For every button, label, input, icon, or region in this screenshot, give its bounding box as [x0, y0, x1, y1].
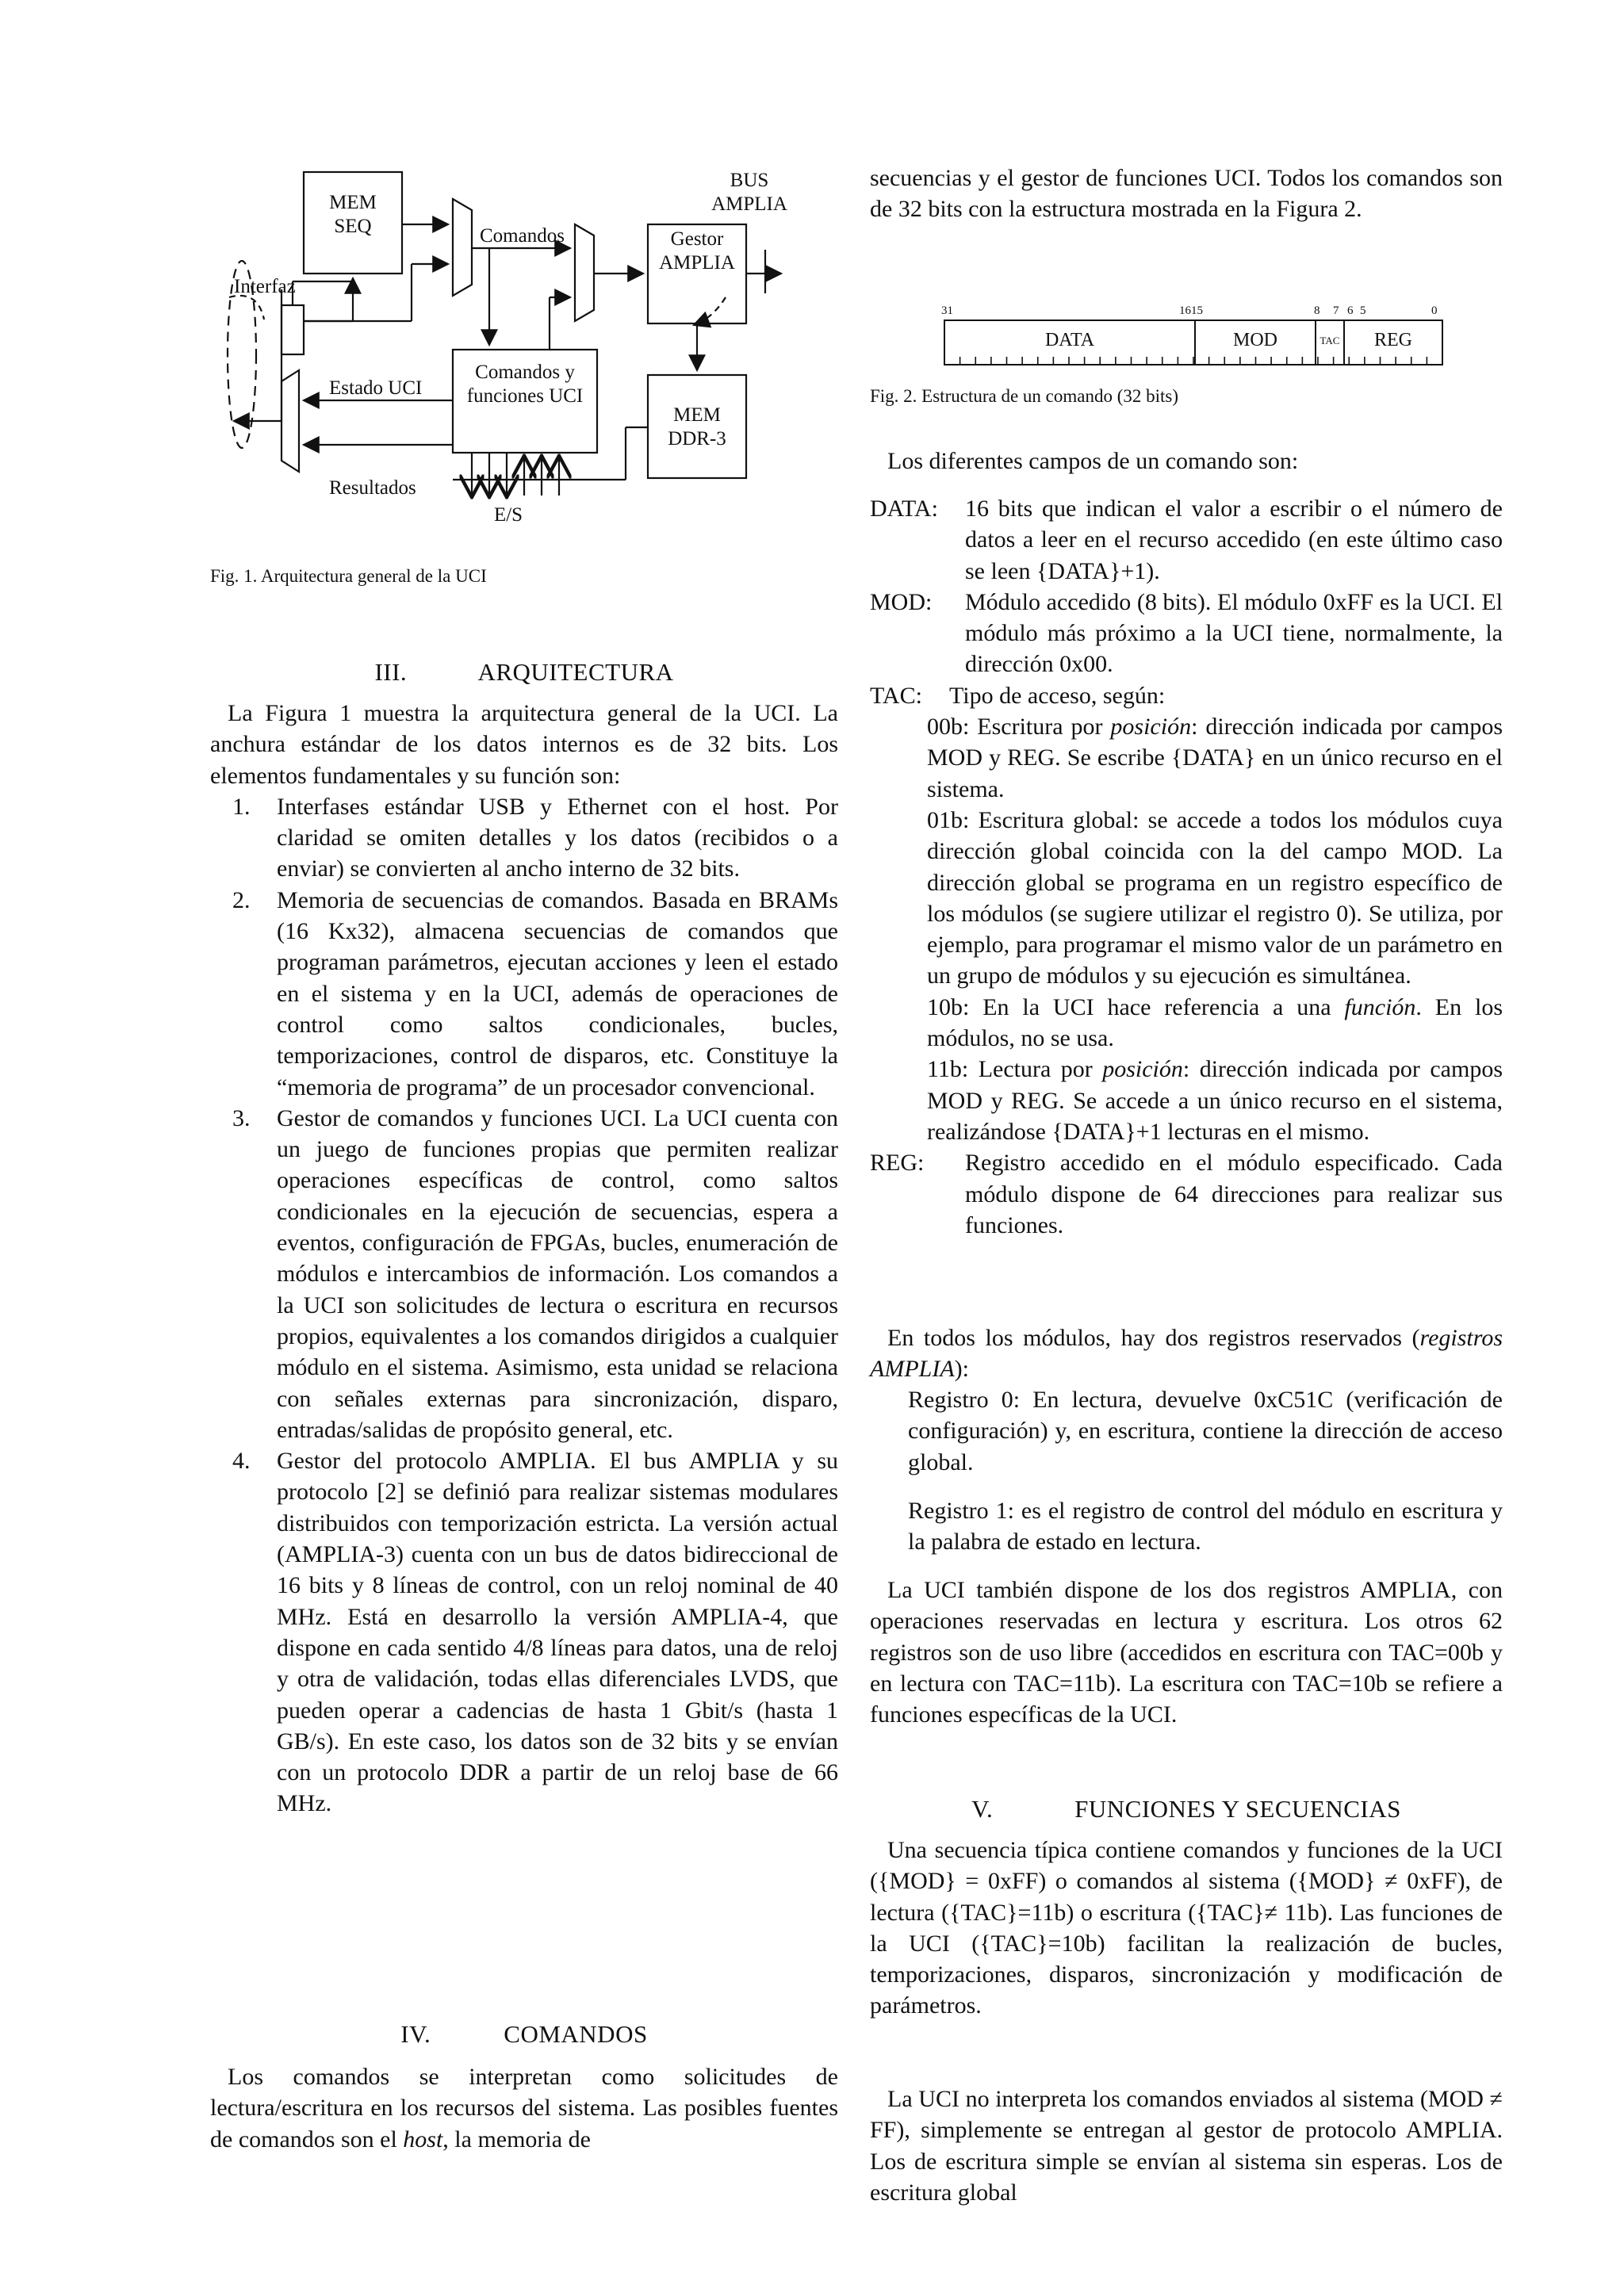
section-3-intro: La Figura 1 muestra la arquitectura general de la UCI. La anchura estándar de los datos internos es de 32 bits. Los elementos fundamentales y su función son:	[210, 700, 838, 789]
gestor-label-1: Gestor	[670, 228, 724, 250]
section-5-paragraph-2: La UCI no interpreta los comandos enviados al sistema (MOD ≠ FF), simplemente se entregan al gestor de protocolo AMPLIA. Los de escritura simple se envían al sistema sin esperas. Los de escritura global	[870, 2086, 1503, 2206]
svg-text:8: 8	[1314, 304, 1320, 317]
cyf-label-2: funciones UCI	[466, 385, 584, 407]
interfaz-box	[282, 305, 304, 354]
field-reg: REG	[1374, 330, 1412, 350]
list-item: 2. Memoria de secuencias de comandos. Basada en BRAMs (16 Kx32), almacena secuencias de comandos que programan parámetros, ejecutan acciones y leen el estado en el sistema y en la UCI, además de operaciones de control como saltos condicionales, bucles, temporizaciones, control de disparos, etc. Constituye la “memoria de programa” de un procesador convencional.	[232, 886, 838, 1100]
list-item: 3. Gestor de comandos y funciones UCI. La UCI cuenta con un juego de funciones propias que permiten realizar operaciones específicas de control, como saltos condicionales en la ejecución de secuencias, espera a eventos, configuración de FPGAs, bucles, enumeración de módulos e intercambios de información. Los comandos a la UCI son solicitudes de lectura o escritura en recursos propios, equivalentes a los comandos dirigidos a cualquier módulo en el sistema. Asimismo, esta unidad se relaciona con señales externas para sincronización, disparo, entradas/salidas de propósito general, etc.	[232, 1104, 838, 1443]
section-4-heading: IV. COMANDOS	[400, 2020, 648, 2048]
svg-text:5: 5	[1360, 304, 1366, 317]
section-4-paragraph: Los comandos se interpretan como solicitudes de lectura/escritura en los recursos del sistema. Las posibles fuentes de comandos son el host, la memoria de	[210, 2064, 838, 2152]
def-data: DATA: 16 bits que indican el valor a escribir o el número de datos a leer en el recurso accedido (en este último caso se leen {DATA}+1).	[870, 496, 1503, 584]
figure-2-caption: Fig. 2. Estructura de un comando (32 bits)	[870, 386, 1179, 406]
def-reg: REG: Registro accedido en el módulo especificado. Cada módulo dispone de 64 direcciones para realizar sus funciones.	[870, 1150, 1503, 1238]
section-3-body	[210, 698, 838, 1820]
reserved-paragraph: La UCI también dispone de los dos registros AMPLIA, con operaciones reservadas en lectura y escritura. Los otros 62 registros son de uso libre (accedidos en escritura con TAC=00b y en lectura con TAC=11b). La escritura con TAC=10b se refiere a funciones específicas de la UCI.	[870, 1577, 1503, 1728]
figure-2-diagram	[941, 300, 1449, 379]
svg-text:31: 31	[941, 304, 953, 317]
figure-1-diagram	[210, 163, 813, 535]
def-tac-00: 00b: Escritura por posición: dirección indicada por campos MOD y REG. Se escribe {DATA} en un único recurso en el sistema.	[927, 714, 1503, 802]
figure-1-caption: Fig. 1. Arquitectura general de la UCI	[210, 566, 487, 586]
def-tac-01: 01b: Escritura global: se accede a todos los módulos cuya dirección global coincida con la del campo MOD. La dirección global se programa en un registro específico de los módulos (se sugiere utilizar el registro 0). Se utiliza, por ejemplo, para programar el mismo valor de un parámetro en un grupo de módulos y su ejecución es simultánea.	[927, 806, 1503, 989]
comandos-label: Comandos	[480, 225, 565, 247]
svg-text:7: 7	[1333, 304, 1339, 317]
gestor-label-2: AMPLIA	[659, 252, 735, 274]
register-0: Registro 0: En lectura, devuelve 0xC51C (verificación de configuración) y, en escritura, contiene la dirección de acceso global.	[908, 1387, 1503, 1475]
mux-left	[282, 370, 299, 472]
mem-seq-label-1: MEM	[329, 192, 377, 213]
section-5-heading: V. FUNCIONES Y SECUENCIAS	[971, 1795, 1401, 1823]
bus-label-2: AMPLIA	[711, 193, 787, 215]
def-mod: MOD: Módulo accedido (8 bits). El módulo 0xFF es la UCI. El módulo más próximo a la UCI tiene, normalmente, la dirección 0x00.	[870, 588, 1503, 678]
svg-text:1615: 1615	[1179, 304, 1203, 317]
svg-text:0: 0	[1431, 304, 1438, 317]
field-mod: MOD	[1232, 330, 1278, 350]
section-4-continuation: secuencias y el gestor de funciones UCI. Todos los comandos son de 32 bits con la estructura mostrada en la Figura 2.	[870, 165, 1503, 223]
estado-label: Estado UCI	[329, 377, 423, 399]
fields-intro: Los diferentes campos de un comando son:	[887, 448, 1299, 474]
list-item: 1. Interfases estándar USB y Ethernet con el host. Por claridad se omiten detalles y los datos (recibidos o a enviar) se convierten al ancho interno de 32 bits.	[232, 793, 838, 882]
register-1: Registro 1: es el registro de control del módulo en escritura y la palabra de estado en lectura.	[908, 1498, 1503, 1556]
field-tac: TAC	[1320, 335, 1340, 346]
mem-ddr-label-2: DDR-3	[668, 428, 726, 450]
field-definitions	[870, 493, 1503, 1241]
mem-seq-label-2: SEQ	[334, 216, 372, 237]
mem-ddr-label-1: MEM	[673, 404, 721, 426]
cyf-label-1: Comandos y	[475, 362, 575, 383]
mux-2	[575, 224, 594, 321]
architecture-list	[210, 791, 838, 1820]
es-label: E/S	[493, 504, 523, 526]
reserved-intro: En todos los módulos, hay dos registros reservados (registros AMPLIA):	[870, 1325, 1503, 1383]
svg-text:6: 6	[1347, 304, 1354, 317]
interfaz-label: Interfaz	[234, 276, 296, 297]
bus-label-1: BUS	[730, 170, 769, 191]
def-tac-10: 10b: En la UCI hace referencia a una función. En los módulos, no se usa.	[927, 993, 1503, 1052]
def-tac-11: 11b: Lectura por posición: dirección indicada por campos MOD y REG. Se accede a un único recurso en el sistema, realizándose {DATA}+1 lecturas en el mismo.	[927, 1056, 1503, 1145]
section-5-paragraph-1: Una secuencia típica contiene comandos y funciones de la UCI ({MOD} = 0xFF) o comandos al sistema ({MOD} ≠ 0xFF), de lectura ({TAC}=11b) o escritura ({TAC}≠ 11b). Las funciones de la UCI ({TAC}=10b) facilitan la realización de bucles, temporizaciones, disparos, sincronización y modificación de parámetros.	[870, 1837, 1503, 2019]
mux-1	[453, 199, 472, 296]
def-tac: TAC: Tipo de acceso, según:	[870, 682, 1166, 709]
field-data: DATA	[1044, 330, 1095, 350]
resultados-label: Resultados	[329, 477, 416, 499]
mem-ddr3-box	[648, 375, 746, 478]
section-3-heading: III. ARQUITECTURA	[374, 658, 674, 686]
list-item: 4. Gestor del protocolo AMPLIA. El bus AMPLIA y su protocolo [2] se definió para realizar sistemas modulares distribuidos con temporización estricta. La versión actual (AMPLIA-3) cuenta con un bus de datos bidireccional de 16 bits y 8 líneas de control, con un reloj nominal de 40 MHz. Está en desarrollo la versión AMPLIA-4, que dispone en cada sentido 4/8 líneas para datos, una de reloj y otra de validación, todas ellas diferenciales LVDS, que pueden operar a cadencias de hasta 1 Gbit/s (hasta 1 GB/s). En este caso, los datos son de 32 bits y se envían con un protocolo DDR a partir de un reloj base de 66 MHz.	[232, 1448, 838, 1817]
